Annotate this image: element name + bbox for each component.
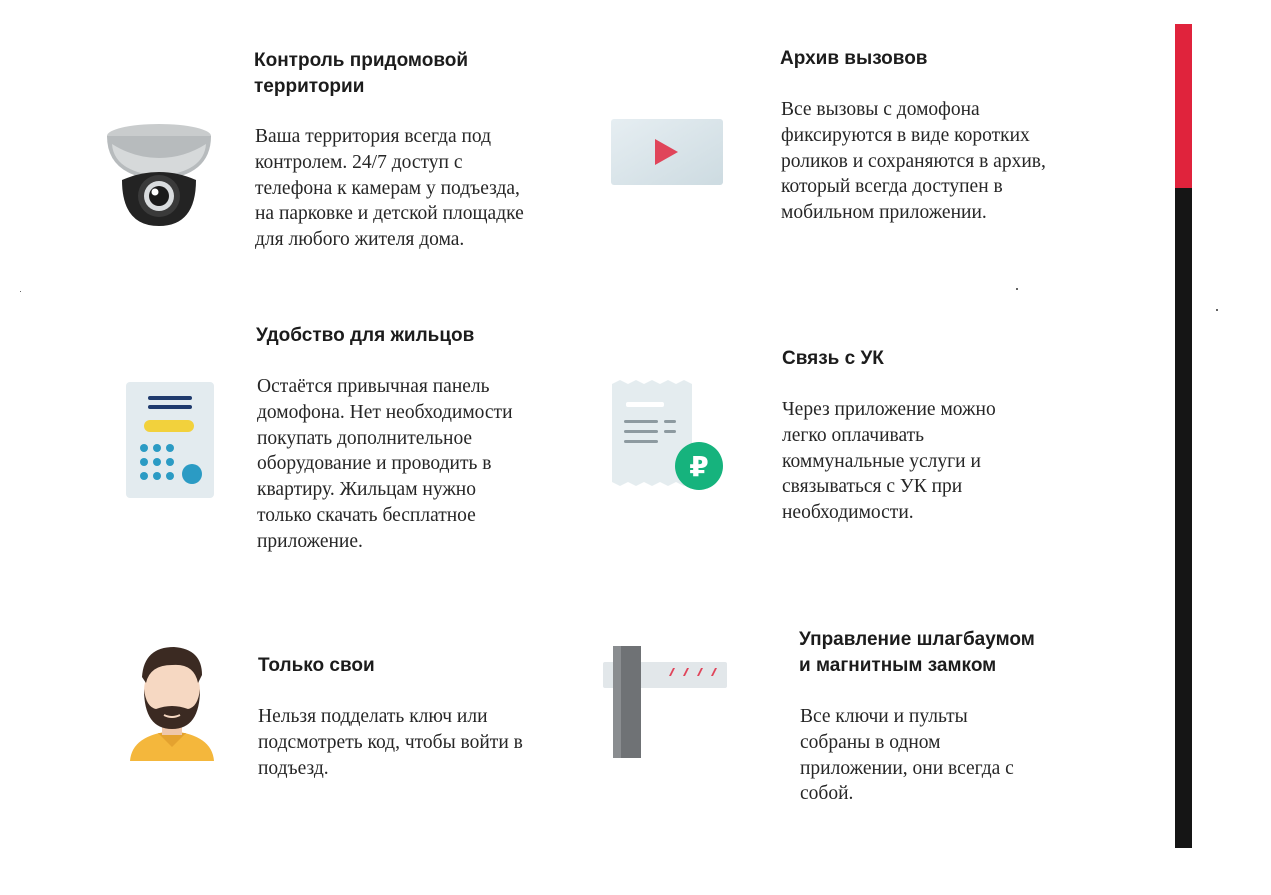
feature-text-line: собой.: [800, 783, 854, 805]
bearded-man-avatar-icon: [128, 643, 216, 761]
intercom-panel-icon: [126, 382, 214, 498]
feature-text-line: приложение.: [257, 530, 363, 552]
feature-text-line: связываться с УК при: [782, 476, 963, 498]
scan-speck: [1216, 309, 1218, 311]
svg-text:₽: ₽: [689, 450, 709, 483]
feature-title-line: Удобство для жильцов: [256, 325, 475, 346]
feature-text-line: Нельзя подделать ключ или: [258, 706, 488, 727]
feature-text-line: приложении, они всегда с: [800, 757, 1014, 779]
feature-text-line: Все ключи и пульты: [800, 706, 968, 727]
feature-text-line: на парковке и детской площадке: [255, 203, 524, 225]
feature-text-line: собраны в одном: [800, 731, 941, 753]
feature-text-line: Остаётся привычная панель: [257, 376, 490, 397]
feature-text-line: легко оплачивать: [782, 424, 925, 446]
feature-text-line: телефона к камерам у подъезда,: [255, 177, 520, 199]
feature-text-line: роликов и сохраняются в архив,: [781, 150, 1046, 172]
feature-text-line: Все вызовы с домофона: [781, 99, 980, 120]
feature-text-line: необходимости.: [782, 502, 914, 524]
feature-text-line: мобильном приложении.: [781, 202, 987, 224]
feature-text-line: домофона. Нет необходимости: [257, 401, 513, 423]
feature-text-line: оборудование и проводить в: [257, 453, 492, 475]
feature-title-line: Только свои: [258, 655, 375, 676]
feature-text-line: только скачать бесплатное: [257, 504, 476, 526]
scan-speck: [1016, 288, 1018, 290]
feature-text-line: коммунальные услуги и: [782, 450, 981, 472]
feature-text-line: для любого жителя дома.: [255, 229, 465, 251]
scan-speck: [20, 291, 21, 292]
video-play-icon: [610, 118, 724, 186]
feature-title-line: Архив вызовов: [780, 48, 928, 69]
feature-text-line: Ваша территория всегда под: [255, 126, 492, 147]
feature-title-line: Связь с УК: [782, 348, 884, 369]
feature-text-line: фиксируются в виде коротких: [781, 124, 1030, 146]
feature-text-line: Через приложение можно: [782, 399, 996, 420]
feature-text-line: контролем. 24/7 доступ с: [255, 151, 463, 173]
feature-text-line: квартиру. Жильцам нужно: [257, 479, 476, 501]
feature-title-line: Контроль придомовой: [254, 50, 469, 71]
accent-bar-red: [1175, 24, 1192, 188]
feature-text-line: подъезд.: [258, 757, 329, 779]
accent-bar-black: [1175, 188, 1192, 848]
feature-text-line: который всегда доступен в: [781, 176, 1003, 198]
security-camera-icon: [104, 118, 214, 230]
feature-title-line: Управление шлагбаумом: [799, 629, 1035, 650]
feature-title-line: и магнитным замком: [799, 655, 997, 676]
feature-text-line: покупать дополнительное: [257, 427, 473, 449]
barrier-gate-icon: [603, 646, 727, 758]
feature-text-line: подсмотреть код, чтобы войти в: [258, 731, 523, 753]
receipt-ruble-icon: [610, 378, 726, 490]
feature-title-line: территории: [254, 76, 365, 97]
